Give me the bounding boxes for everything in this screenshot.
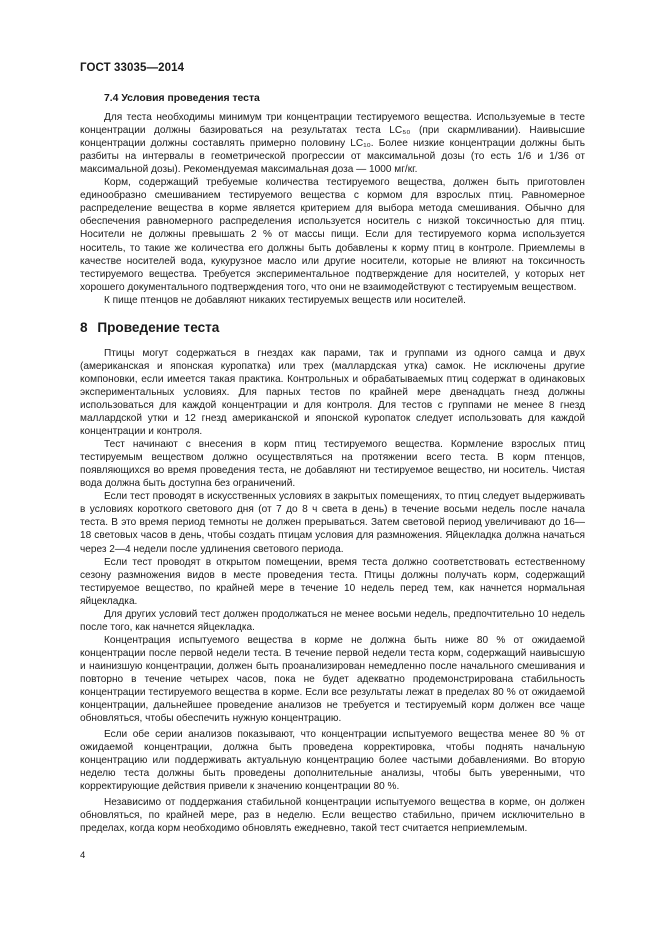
subsection-number: 7.4	[104, 93, 119, 104]
page-number: 4	[80, 850, 86, 861]
subsection-title: Условия проведения теста	[121, 93, 260, 104]
paragraph: Концентрация испытуемого вещества в корме не должна быть ниже 80 % от ожидаемой концентрации после первой недели теста. В течение первой недели теста корм, содержащий наивысшую и наинизшую концентрации, должен быть проанализирован немедленно после начального смешивания и повторно в течение четырех часов, пока не будет адекватно продемонстрирована стабильность концентрации тестируемого вещества в корме. Если все результаты лежат в пределах 80 % от ожидаемой концентрации, дальнейшее проведение анализов не требуется и тестируемый корм должен все чаще обновляться, чтобы обеспечить нужную концентрацию.	[80, 634, 585, 725]
paragraph: Тест начинают с внесения в корм птиц тестируемого вещества. Кормление взрослых птиц тестируемым веществом должно осуществляться на протяжении всего теста. В корм птенцов, появляющихся во время проведения теста, не добавляют ни тестируемое вещество, ни носитель. Чистая вода должна быть доступна без ограничений.	[80, 439, 585, 490]
section-title: Проведение теста	[97, 319, 220, 335]
paragraph: Для других условий тест должен продолжаться не менее восьми недель, предпочтительно 10 недель после того, как начнется яйцекладка.	[80, 608, 585, 633]
document-body	[80, 92, 585, 836]
paragraph: Корм, содержащий требуемые количества тестируемого вещества, должен быть приготовлен единообразно смешиванием тестируемого вещества с кормом для взрослых птиц. Равномерное распределение вещества в корме является критерием для выбора метода смешивания. Обычно для обеспечения равномерного распределения используется носитель с низкой токсичностью для птиц. Носители не должны превышать 2 % от массы пищи. Если для тестируемого корма используется носитель, то такие же количества его должны быть добавлены к корму птиц в контроле. Приемлемы в качестве носителей вода, кукурузное масло или другие носители, которые не влияют на токсичность тестируемого вещества. Требуется экспериментальное подтверждение для носителей, у которых нет хорошего документального подтверждения того, что они не взаимодействуют с тестируемым веществом.	[80, 177, 585, 293]
paragraph: К пище птенцов не добавляют никаких тестируемых веществ или носителей.	[104, 294, 466, 306]
section-number: 8	[80, 319, 88, 335]
paragraph: Для теста необходимы минимум три концентрации тестируемого вещества. Используемые в тесте концентрации должны базироваться на результатах теста LC₅₀ (при скармливании). Наивысшие концентрации должны составлять примерно половину LC₁₀. Более низкие концентрации должны быть разбиты на интервалы в геометрической прогрессии от максимальной дозы (то есть 1/6 и 1/36 от максимальной дозы). Рекомендуемая максимальная доза — 1000 мг/кг.	[80, 112, 585, 176]
paragraph: Независимо от поддержания стабильной концентрации испытуемого вещества в корме, он должен обновляться, по крайней мере, раз в неделю. Если вещество стабильно, причем исключительно в пределах, когда корм необходимо обновлять ежедневно, такой тест считается неприемлемым.	[80, 797, 585, 835]
section-heading	[80, 321, 585, 334]
paragraph: Если тест проводят в открытом помещении, время теста должно соответствовать естественному сезону размножения видов в месте проведения теста. Птицы должны получать корм, содержащий тестируемое вещество, по крайней мере в течение 10 недель перед тем, как начнется нормальная яйцекладка.	[80, 556, 585, 607]
subsection-heading	[104, 92, 585, 105]
paragraph: Если обе серии анализов показывают, что концентрации испытуемого вещества менее 80 % от ожидаемой концентрации, должна быть проведена корректировка, чтобы поднять начальную концентрацию или поддерживать актуальную концентрацию более частыми добавлениями. Во вторую неделю теста должны быть проведены дополнительные анализы, чтобы быть уверенными, что корректирующие действия привели к значению концентрации 80 %.	[80, 729, 585, 793]
document-header: ГОСТ 33035—2014	[80, 62, 185, 74]
paragraph: Птицы могут содержаться в гнездах как парами, так и группами из одного самца и двух (американская и японская куропатка) или трех (маллардская утка) самок. Не исключены другие компоновки, если имеется такая практика. Контрольных и обрабатываемых птиц содержат в одинаковых экспериментальных условиях. Для парных тестов по крайней мере двенадцать гнезд должны использоваться для каждой концентрации и для контроля. Для тестов с группами не менее 8 гнезд маллардской утки и 12 гнезд американской и японской куропаток следует использовать для каждой концентрации и контроля.	[80, 347, 585, 438]
paragraph: Если тест проводят в искусственных условиях в закрытых помещениях, то птиц следует выдерживать в условиях короткого светового дня (от 7 до 8 ч света в день) в течение восьми недель после начала теста. В это время период темноты не должен прерываться. Затем световой период увеличивают до 16—18 световых часов в день, чтобы создать птицам условия для размножения. Яйцекладка должна начаться через 2—4 недели после удлинения светового периода.	[80, 491, 585, 555]
